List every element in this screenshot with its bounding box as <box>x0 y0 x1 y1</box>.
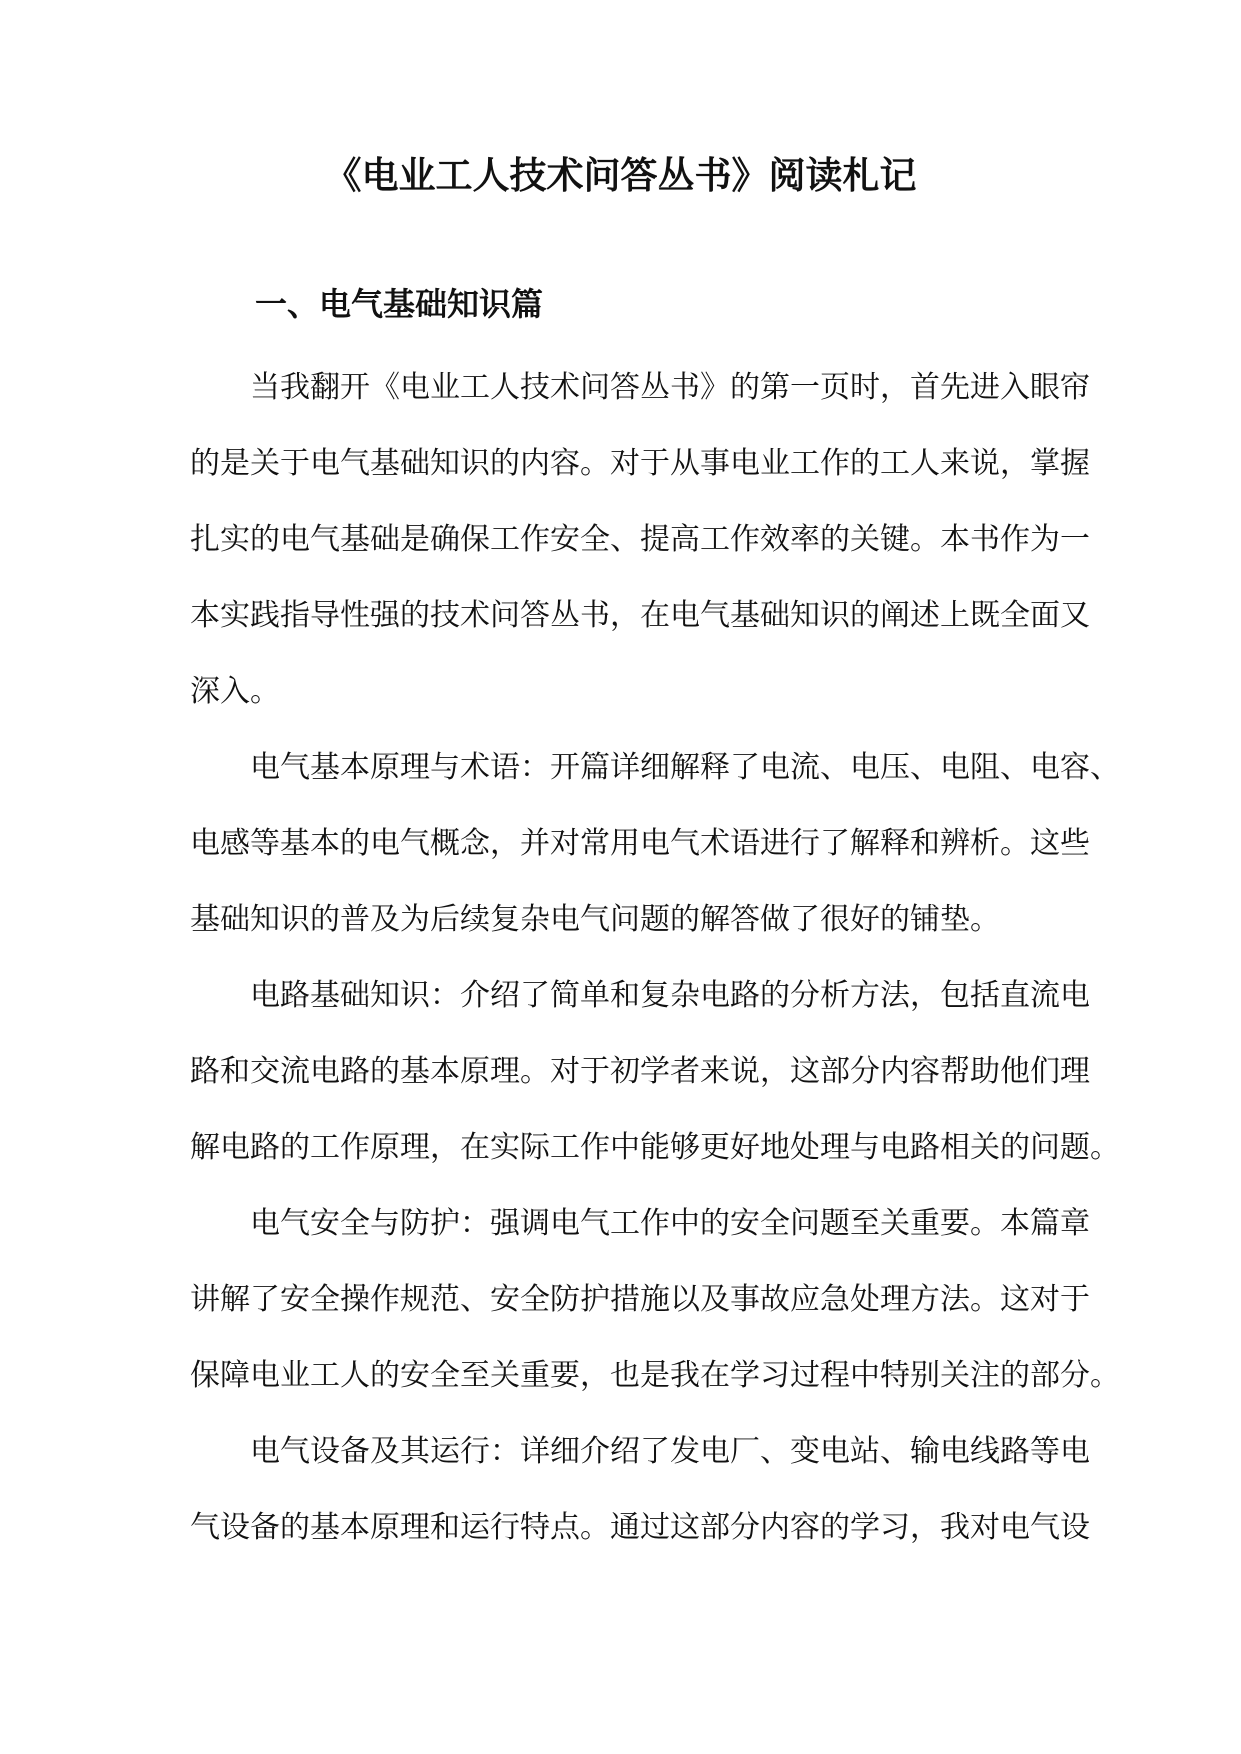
text-line: 电气安全与防护：强调电气工作中的安全问题至关重要。本篇章 <box>250 1206 1090 1241</box>
text-line: 讲解了安全操作规范、安全防护措施以及事故应急处理方法。这对于 <box>190 1282 1090 1317</box>
text-line: 的是关于电气基础知识的内容。对于从事电业工作的工人来说，掌握 <box>190 446 1090 481</box>
text-line: 当我翻开《电业工人技术问答丛书》的第一页时，首先进入眼帘 <box>250 370 1090 405</box>
text-line: 电气设备及其运行：详细介绍了发电厂、变电站、输电线路等电 <box>250 1434 1090 1469</box>
text-line: 电路基础知识：介绍了简单和复杂电路的分析方法，包括直流电 <box>250 978 1090 1013</box>
text-line: 气设备的基本原理和运行特点。通过这部分内容的学习，我对电气设 <box>190 1510 1090 1545</box>
text-line: 基础知识的普及为后续复杂电气问题的解答做了很好的铺垫。 <box>190 902 1000 937</box>
text-line: 电感等基本的电气概念，并对常用电气术语进行了解释和辨析。这些 <box>190 826 1090 861</box>
text-line: 扎实的电气基础是确保工作安全、提高工作效率的关键。本书作为一 <box>190 522 1090 557</box>
text-line: 解电路的工作原理，在实际工作中能够更好地处理与电路相关的问题。 <box>190 1130 1120 1165</box>
text-line: 路和交流电路的基本原理。对于初学者来说，这部分内容帮助他们理 <box>190 1054 1090 1089</box>
text-line: 深入。 <box>190 674 280 709</box>
text-line: 电气基本原理与术语：开篇详细解释了电流、电压、电阻、电容、 <box>250 750 1120 785</box>
document-title: 《电业工人技术问答丛书》阅读札记 <box>324 153 917 197</box>
text-line: 保障电业工人的安全至关重要，也是我在学习过程中特别关注的部分。 <box>190 1358 1120 1393</box>
section-heading: 一、电气基础知识篇 <box>255 285 544 323</box>
text-line: 本实践指导性强的技术问答丛书，在电气基础知识的阐述上既全面又 <box>190 598 1090 633</box>
